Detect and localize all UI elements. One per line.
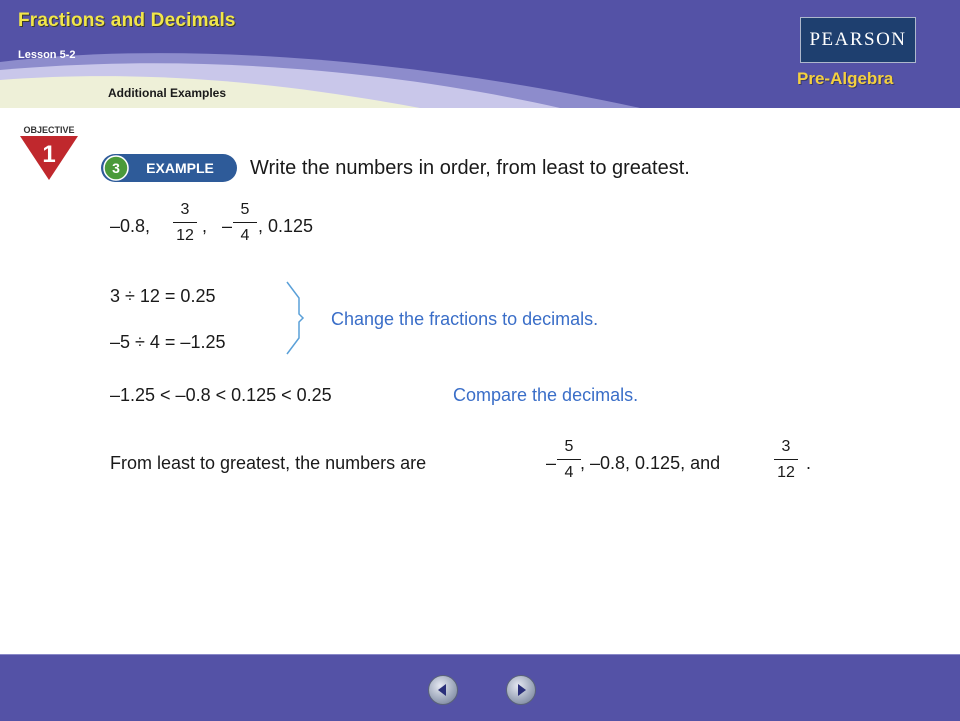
- footer-bar: [0, 654, 960, 721]
- example-label: EXAMPLE: [146, 160, 214, 176]
- number-first: –0.8,: [110, 216, 151, 236]
- fraction-denominator: 4: [564, 464, 574, 481]
- objective-icon: [14, 122, 86, 182]
- lesson-number: Lesson 5-2: [18, 49, 76, 61]
- fraction-numerator: 5: [240, 201, 250, 218]
- conclusion-middle: , –0.8, 0.125, and: [580, 453, 721, 473]
- pearson-logo-text: PEARSON: [809, 29, 907, 50]
- section-subtitle: Additional Examples: [108, 86, 227, 100]
- next-slide-button[interactable]: [506, 675, 536, 705]
- step-division-1: 3 ÷ 12 = 0.25: [110, 286, 216, 306]
- note-compare-decimals: Compare the decimals.: [453, 385, 639, 405]
- conclusion-end: .: [806, 453, 812, 473]
- fraction-5-4: [230, 200, 260, 245]
- example-badge: [100, 152, 238, 184]
- fraction-denominator: 12: [777, 464, 795, 481]
- comparison-statement: –1.25 < –0.8 < 0.125 < 0.25: [110, 385, 332, 405]
- objective-badge: [14, 122, 86, 182]
- note-change-fractions: Change the fractions to decimals.: [331, 309, 599, 329]
- lesson-title: Fractions and Decimals: [18, 10, 236, 31]
- fraction-bar: [233, 222, 257, 223]
- objective-number: 1: [42, 141, 56, 168]
- fraction-denominator: 12: [176, 227, 194, 244]
- pearson-logo: [800, 17, 916, 63]
- fraction-bar: [774, 459, 798, 460]
- header-banner: [0, 0, 960, 108]
- fraction-numerator: 3: [180, 201, 190, 218]
- comma-separator: ,: [202, 216, 208, 236]
- negative-sign: –: [546, 453, 557, 473]
- fraction-3-12: [170, 200, 200, 245]
- conclusion-lead: From least to greatest, the numbers are: [110, 453, 427, 473]
- example-number: 3: [112, 160, 120, 176]
- objective-label: OBJECTIVE: [23, 125, 75, 135]
- fraction-bar: [173, 222, 197, 223]
- arrow-left-icon: [429, 676, 457, 704]
- arrow-right-icon: [507, 676, 535, 704]
- fraction-denominator: 4: [240, 227, 250, 244]
- fraction-numerator: 5: [564, 438, 574, 455]
- example-badge-graphic: [100, 152, 238, 184]
- fraction-numerator: 3: [781, 438, 791, 455]
- previous-slide-button[interactable]: [428, 675, 458, 705]
- step-division-2: –5 ÷ 4 = –1.25: [110, 332, 226, 352]
- number-last: , 0.125: [258, 216, 314, 236]
- fraction-3-12-result: [771, 437, 801, 482]
- course-name: Pre-Algebra: [797, 69, 894, 88]
- example-prompt: Write the numbers in order, from least to greatest.: [250, 157, 690, 179]
- grouping-bracket: [285, 280, 305, 356]
- fraction-bar: [557, 459, 581, 460]
- negative-sign: –: [222, 216, 233, 236]
